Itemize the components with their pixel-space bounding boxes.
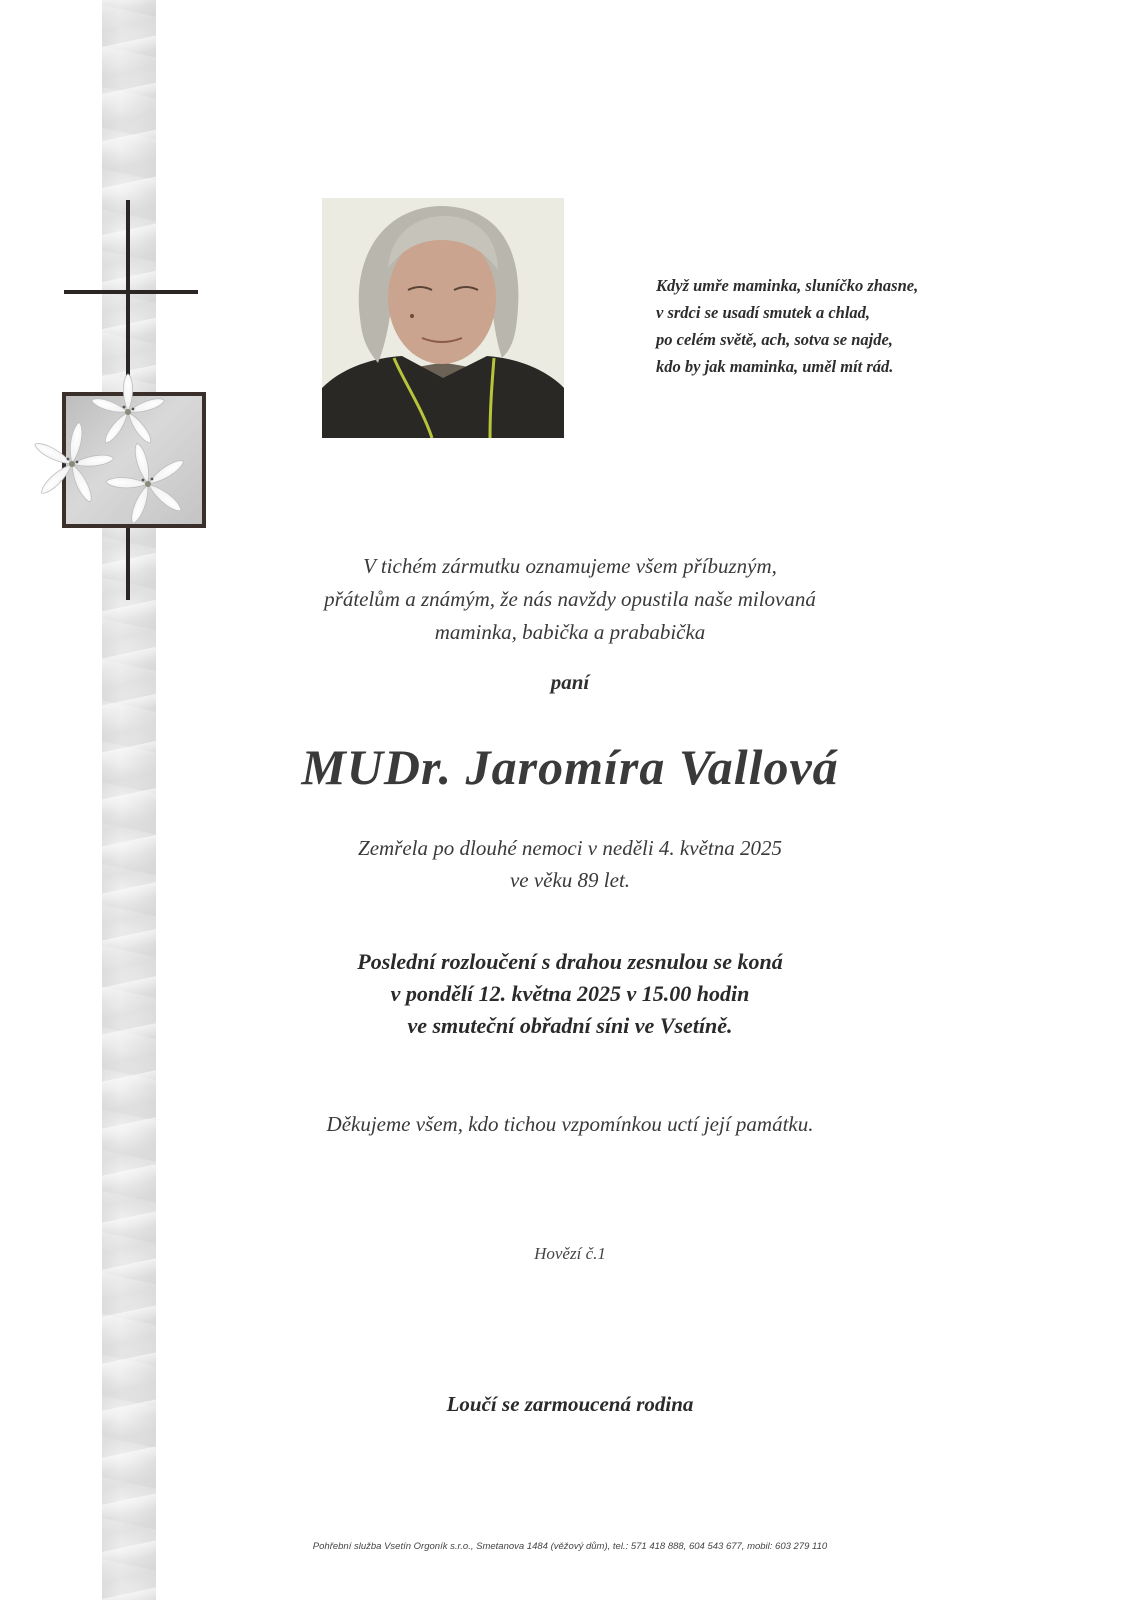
lily-flower-left [33,422,115,504]
lily-flower-bottom [106,442,186,525]
announcement-line: přátelům a známým, že nás navždy opustila naše milovaná [324,587,816,611]
death-info-line: Zemřela po dlouhé nemoci v neděli 4. května 2025 [358,836,782,860]
farewell-info [230,946,910,1042]
deceased-name: MUDr. Jaromíra Vallová [301,739,839,795]
poem-line: v srdci se usadí smutek a chlad, [656,303,871,322]
lily-flower-top [90,374,165,445]
poem-line: po celém světě, ach, sotva se najde, [656,330,893,349]
signoff-text: Loučí se zarmoucená rodina [446,1392,694,1416]
lily-flowers-icon [28,372,218,552]
address-text: Hovězí č.1 [534,1244,606,1263]
poem-line: kdo by jak maminka, uměl mít rád. [656,357,894,376]
death-info [230,832,910,896]
death-info-line: ve věku 89 let. [509,868,631,892]
portrait-illustration [322,198,564,438]
farewell-line: Poslední rozloučení s drahou zesnulou se koná [357,949,783,974]
cross-horizontal-bar [64,290,198,294]
portrait-photo [322,198,564,438]
announcement [230,550,910,649]
poem [656,272,1036,380]
poem-line: Když umře maminka, sluníčko zhasne, [656,276,919,295]
farewell-line: v pondělí 12. května 2025 v 15.00 hodin [390,981,750,1006]
announcement-line: maminka, babička a prababička [434,620,706,644]
announcement-line: V tichém zármutku oznamujeme všem příbuzným, [363,554,777,578]
salutation: paní [550,670,590,694]
farewell-line: ve smuteční obřadní síni ve Vsetíně. [407,1013,733,1038]
footer-funeral-service: Pohřební služba Vsetín Orgoník s.r.o., Smetanova 1484 (věžový dům), tel.: 571 418 888, 604 543 677, mobil: 603 279 110 [312,1541,828,1552]
thanks-text: Děkujeme všem, kdo tichou vzpomínkou uctí její památku. [326,1112,814,1136]
